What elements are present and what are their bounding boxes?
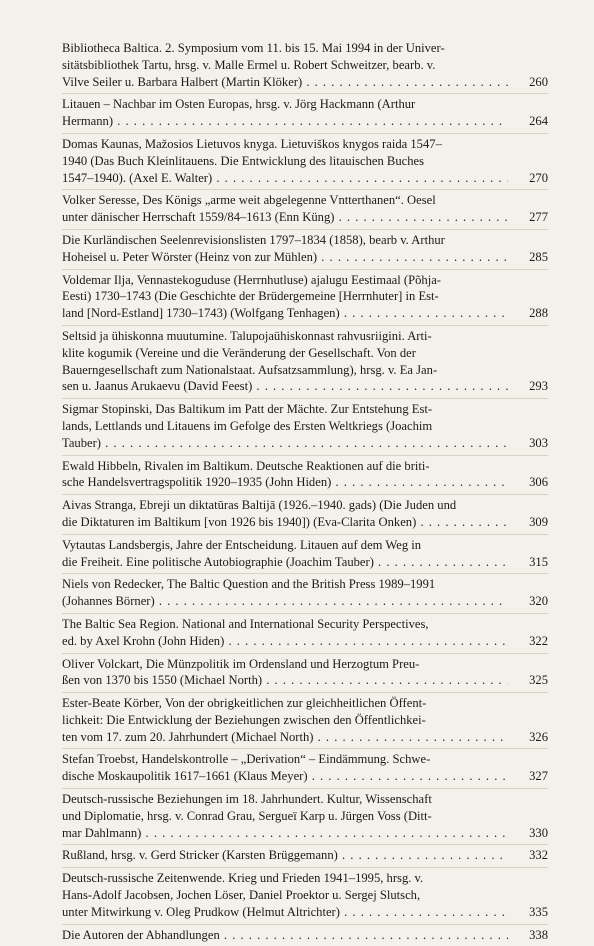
toc-entry-page-number: 325 (508, 672, 548, 689)
toc-entry-text-line: Ester-Beate Körber, Von der obrigkeitlichen zur gleichheitlichen Öffent- (62, 696, 427, 711)
toc-entry-page-number: 285 (508, 249, 548, 266)
toc-entry-text-line: (Johannes Börner) . . . (62, 593, 548, 610)
toc-entry-text-line: Tauber) . . . (62, 435, 548, 452)
toc-entry-page-number: 288 (508, 305, 548, 322)
toc-entry-page-number: 320 (508, 593, 548, 610)
toc-entry (62, 789, 548, 845)
toc-entry-page-number: 303 (508, 435, 548, 452)
toc-entry-text-line: Die Autoren der Abhandlungen . . . (62, 927, 548, 944)
toc-entry-text-line: dische Moskaupolitik 1617–1661 (Klaus Meyer) . . . (62, 768, 548, 785)
toc-entry-text-line: sitätsbibliothek Tartu, hrsg. v. Malle Ermel u. Robert Schweitzer, bearb. v. (62, 57, 436, 72)
toc-entry (62, 38, 548, 94)
toc-entry-text-line: Domas Kaunas, Mažosios Lietuvos knyga. Lietuviškos knygos raida 1547– (62, 136, 442, 151)
toc-entry (62, 456, 548, 496)
toc-entry-page-number: 322 (508, 633, 548, 650)
toc-entry-text-line: sche Handelsvertragspolitik 1920–1935 (John Hiden) . . . (62, 474, 548, 491)
toc-entry (62, 535, 548, 575)
toc-entry-text-line: Vilve Seiler u. Barbara Halbert (Martin Klöker) . . . (62, 74, 548, 91)
toc-entry-text-line: lichkeit: Die Entwicklung der Beziehungen zwischen den Öffentlichkei- (62, 712, 426, 727)
toc-entry-page-number: 277 (508, 209, 548, 226)
toc-entry-text-line: die Freiheit. Eine politische Autobiographie (Joachim Tauber) . . . (62, 554, 548, 571)
toc-entry-text-line: Seltsid ja ühiskonna muutumine. Talupojaühiskonnast rahvusriigini. Arti- (62, 328, 432, 343)
toc-entry-text-line: klite kogumik (Vereine und die Veränderung der Gesellschaft. Von der (62, 345, 416, 360)
toc-entry-text-line: Deutsch-russische Beziehungen im 18. Jahrhundert. Kultur, Wissenschaft (62, 792, 432, 807)
toc-entry-text-line: Bauerngesellschaft zum Nationalstaat. Aufsatzsammlung), hrsg. v. Ea Jan- (62, 362, 438, 377)
toc-entry (62, 654, 548, 694)
toc-entry (62, 134, 548, 190)
toc-entry (62, 94, 548, 134)
toc-entry-text-line: Hans-Adolf Jacobsen, Jochen Löser, Daniel Proektor u. Sergej Slutsch, (62, 888, 421, 903)
toc-entry-text-line: Vytautas Landsbergis, Jahre der Entscheidung. Litauen auf dem Weg in (62, 537, 422, 552)
toc-entry-page-number: 315 (508, 554, 548, 571)
toc-entry (62, 574, 548, 614)
toc-entry-text-line: Hoheisel u. Peter Wörster (Heinz von zur Mühlen) . . . (62, 249, 548, 266)
toc-entry-text-line: Eesti) 1730–1743 (Die Geschichte der Brüdergemeine [Herrnhuter] in Est- (62, 289, 439, 304)
toc-entry-text-line: und Diplomatie, hrsg. v. Conrad Grau, Sergueï Karp u. Jürgen Voss (Ditt- (62, 808, 432, 823)
toc-entry-text-line: Bibliotheca Baltica. 2. Symposium vom 11. bis 15. Mai 1994 in der Univer- (62, 41, 445, 55)
toc-entry-text-line: 1940 (Das Buch Kleinlitauens. Die Entwicklung des litauischen Buches (62, 153, 424, 168)
toc-entry-page-number: 327 (508, 768, 548, 785)
toc-entry-text-line: ed. by Axel Krohn (John Hiden) . . . (62, 633, 548, 650)
toc-entry-page-number: 326 (508, 729, 548, 746)
toc-entry (62, 230, 548, 270)
toc-entry-text-line: Sigmar Stopinski, Das Baltikum im Patt der Mächte. Zur Entstehung Est- (62, 402, 433, 417)
toc-entry-text-line: Deutsch-russische Zeitenwende. Krieg und Frieden 1941–1995, hrsg. v. (62, 871, 424, 886)
toc-entry-text-line: Aivas Stranga, Ebreji un diktatūras Baltijā (1926.–1940. gads) (Die Juden und (62, 498, 457, 513)
toc-entry-text-line: land [Nord-Estland] 1730–1743) (Wolfgang Tenhagen) . . . (62, 305, 548, 322)
toc-entry (62, 845, 548, 868)
toc-entry (62, 749, 548, 789)
toc-entry-text-line: Litauen – Nachbar im Osten Europas, hrsg. v. Jörg Hackmann (Arthur (62, 97, 416, 112)
toc-entry-page-number: 306 (508, 474, 548, 491)
toc-entry (62, 326, 548, 399)
toc-entry-text-line: Oliver Volckart, Die Münzpolitik im Ordensland und Herzogtum Preu- (62, 656, 420, 671)
toc-entry-text-line: 1547–1940). (Axel E. Walter) . . . (62, 170, 548, 187)
toc-entry-text-line: Rußland, hrsg. v. Gerd Stricker (Karsten Brüggemann) . . . (62, 847, 548, 864)
toc-entry (62, 868, 548, 924)
toc-entry-page-number: 338 (508, 927, 548, 944)
toc-entry-page-number: 270 (508, 170, 548, 187)
table-of-contents (62, 38, 548, 946)
toc-entry-text-line: unter dänischer Herrschaft 1559/84–1613 (Enn Küng) . . . (62, 209, 548, 226)
toc-entry-text-line: lands, Lettlands und Litauens im Gefolge des Ersten Weltkriegs (Joachim (62, 418, 433, 433)
toc-entry-text-line: ßen von 1370 bis 1550 (Michael North) . . . (62, 672, 548, 689)
toc-entry (62, 270, 548, 326)
toc-entry-page-number: 309 (508, 514, 548, 531)
toc-entry-text-line: The Baltic Sea Region. National and International Security Perspectives, (62, 616, 429, 631)
toc-entry-text-line: Niels von Redecker, The Baltic Question and the British Press 1989–1991 (62, 577, 436, 592)
toc-entry (62, 693, 548, 749)
toc-entry-text-line: die Diktaturen im Baltikum [von 1926 bis 1940]) (Eva-Clarita Onken) . . . (62, 514, 548, 531)
toc-entry-text-line: unter Mitwirkung v. Oleg Prudkow (Helmut Altrichter) . . . (62, 904, 548, 921)
toc-entry-page-number: 264 (508, 113, 548, 130)
toc-entry (62, 495, 548, 535)
toc-entry-page-number: 332 (508, 847, 548, 864)
toc-entry-page-number: 335 (508, 904, 548, 921)
toc-entry-text-line: Volker Seresse, Des Königs „arme weit abgelegenne Vntterthanen“. Oesel (62, 193, 436, 208)
toc-entry-page-number: 330 (508, 825, 548, 842)
toc-entry-text-line: Hermann) . . . (62, 113, 548, 130)
toc-entry-page-number: 260 (508, 74, 548, 91)
toc-entry-text-line: mar Dahlmann) . . . (62, 825, 548, 842)
toc-entry-text-line: ten vom 17. zum 20. Jahrhundert (Michael North) . . . (62, 729, 548, 746)
toc-entry (62, 925, 548, 946)
toc-entry-text-line: Die Kurländischen Seelenrevisionslisten 1797–1834 (1858), bearb v. Arthur (62, 232, 445, 247)
toc-entry (62, 190, 548, 230)
toc-entry-page-number: 293 (508, 378, 548, 395)
toc-entry-text-line: sen u. Jaanus Arukaevu (David Feest) . . . (62, 378, 548, 395)
toc-entry-text-line: Stefan Troebst, Handelskontrolle – „Derivation“ – Eindämmung. Schwe- (62, 752, 431, 767)
toc-entry (62, 399, 548, 455)
toc-entry (62, 614, 548, 654)
toc-entry-text-line: Voldemar Ilja, Vennastekoguduse (Herrnhutluse) ajalugu Eestimaal (Põhja- (62, 272, 441, 287)
toc-entry-text-line: Ewald Hibbeln, Rivalen im Baltikum. Deutsche Reaktionen auf die briti- (62, 458, 430, 473)
